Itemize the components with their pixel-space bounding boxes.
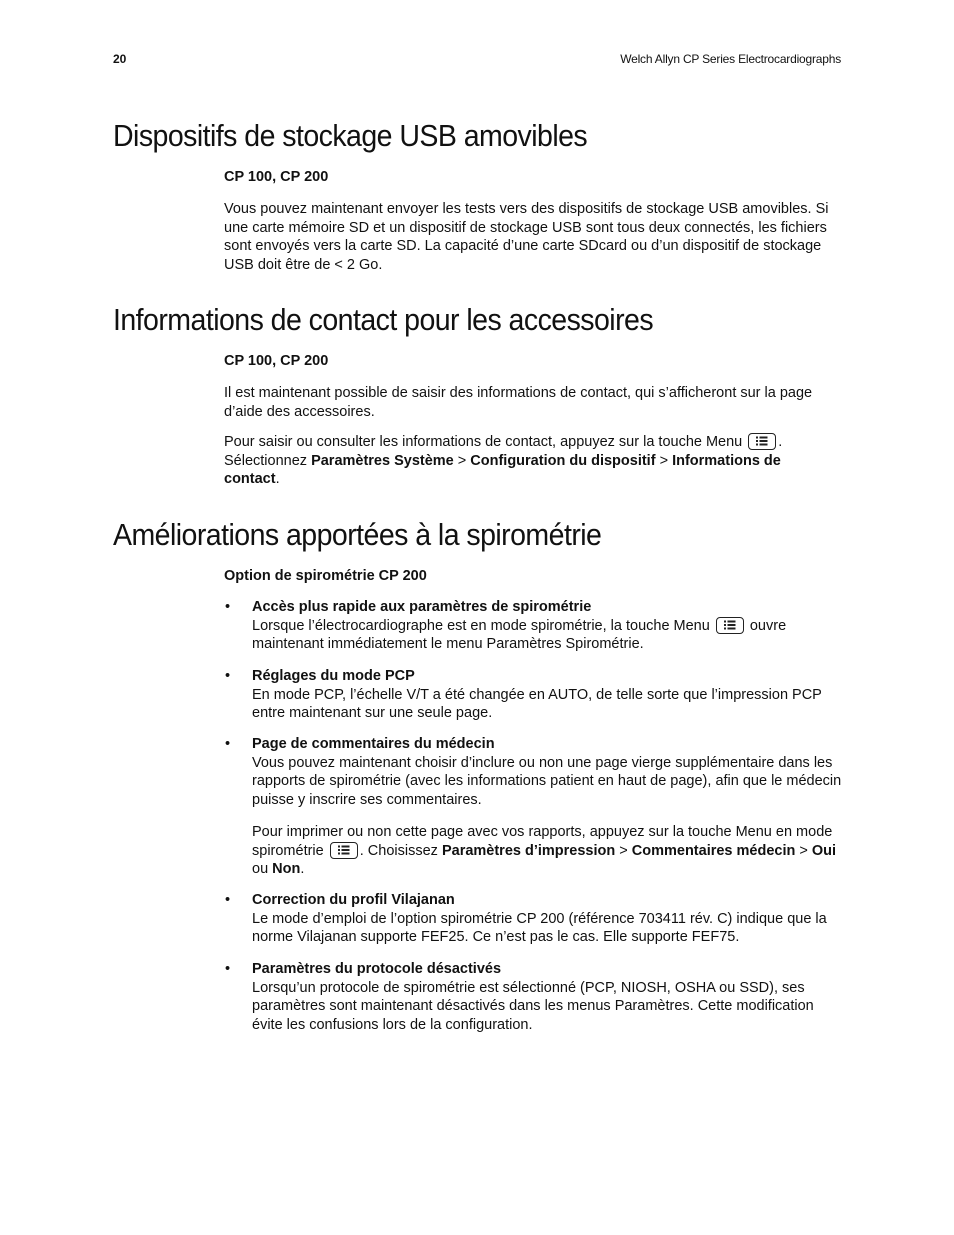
list-item (225, 598, 842, 654)
page-number: 20 (113, 52, 127, 66)
list-item-text: Vous pouvez maintenant choisir d’inclure ou non une page vierge supplémentaire dans les rapports de spirométrie (avec les informations patient en haut de page), afin que le médecin puisse y inscrire ses commentaires. (252, 754, 842, 809)
paragraph-contact-intro: Il est maintenant possible de saisir des informations de contact, qui s’afficheront sur la page d’aide des accessoires. (224, 385, 813, 420)
document-title: Welch Allyn CP Series Electrocardiographs (620, 52, 841, 66)
menu-key-icon (330, 842, 358, 859)
list-item-title: Accès plus rapide aux paramètres de spirométrie (252, 599, 592, 615)
list-item-title: Paramètres du protocole désactivés (252, 961, 502, 977)
subheading-spirometry-option: Option de spirométrie CP 200 (224, 568, 427, 584)
heading-spirometry: Améliorations apportées à la spirométrie (113, 517, 602, 552)
paragraph-print-comments: Pour imprimer ou non cette page avec vos rapports, appuyez sur la touche Menu en mode spirométrie . Choisissez Paramètres d’impression > Commentaires médecin > Oui ou Non. (252, 824, 837, 878)
bullet: • (225, 599, 231, 615)
bullet: • (225, 668, 231, 684)
paragraph-contact-instructions: Pour saisir ou consulter les informations de contact, appuyez sur la touche Menu . Sélectionnez Paramètres Système > Configuration du dispositif > Informations de contact. (224, 434, 783, 488)
heading-contact-info: Informations de contact pour les accessoires (113, 302, 654, 337)
list-item-text: Lorsque l’électrocardiographe est en mode spirométrie, la touche Menu ouvre maintenant immédiatement le menu Paramètres Spirométrie. (252, 617, 787, 653)
list-item-title: Page de commentaires du médecin (252, 736, 495, 752)
list-item-text: En mode PCP, l’échelle V/T a été changée en AUTO, de telle sorte que l’impression PCP entre maintenant sur une seule page. (252, 686, 822, 722)
menu-key-icon (748, 433, 776, 450)
menu-key-icon (716, 617, 744, 634)
bullet: • (225, 892, 231, 908)
list-item (225, 960, 842, 1035)
bullet: • (225, 961, 231, 977)
list-item-title: Correction du profil Vilajanan (252, 892, 455, 908)
subheading-models: CP 100, CP 200 (224, 169, 329, 185)
paragraph-usb-storage: Vous pouvez maintenant envoyer les tests vers des dispositifs de stockage USB amovibles. Si une carte mémoire SD et un dispositif de stockage USB sont tous deux connectés, les fichiers sont envoyés vers la carte SD. La capacité d’une carte SDcard ou d’un dispositif de stockage USB doit être de < 2 Go. (224, 201, 829, 274)
list-item-text: Le mode d’emploi de l’option spirométrie CP 200 (référence 703411 rév. C) indique que la norme Vilajanan supporte FEF25. Ce n’est pas le cas. Elle supporte FEF75. (252, 910, 827, 946)
list-item-text: Lorsqu’un protocole de spirométrie est sélectionné (PCP, NIOSH, OSHA ou SSD), ses paramètres sont maintenant désactivés dans les menus Paramètres. Cette modification évite les confusions lors de la configuration. (252, 979, 814, 1034)
list-item (225, 735, 842, 810)
list-item (225, 891, 842, 947)
heading-usb-storage: Dispositifs de stockage USB amovibles (113, 118, 588, 153)
bullet: • (225, 736, 231, 752)
subheading-models: CP 100, CP 200 (224, 353, 329, 369)
list-item (225, 667, 842, 723)
list-item-title: Réglages du mode PCP (252, 668, 415, 684)
